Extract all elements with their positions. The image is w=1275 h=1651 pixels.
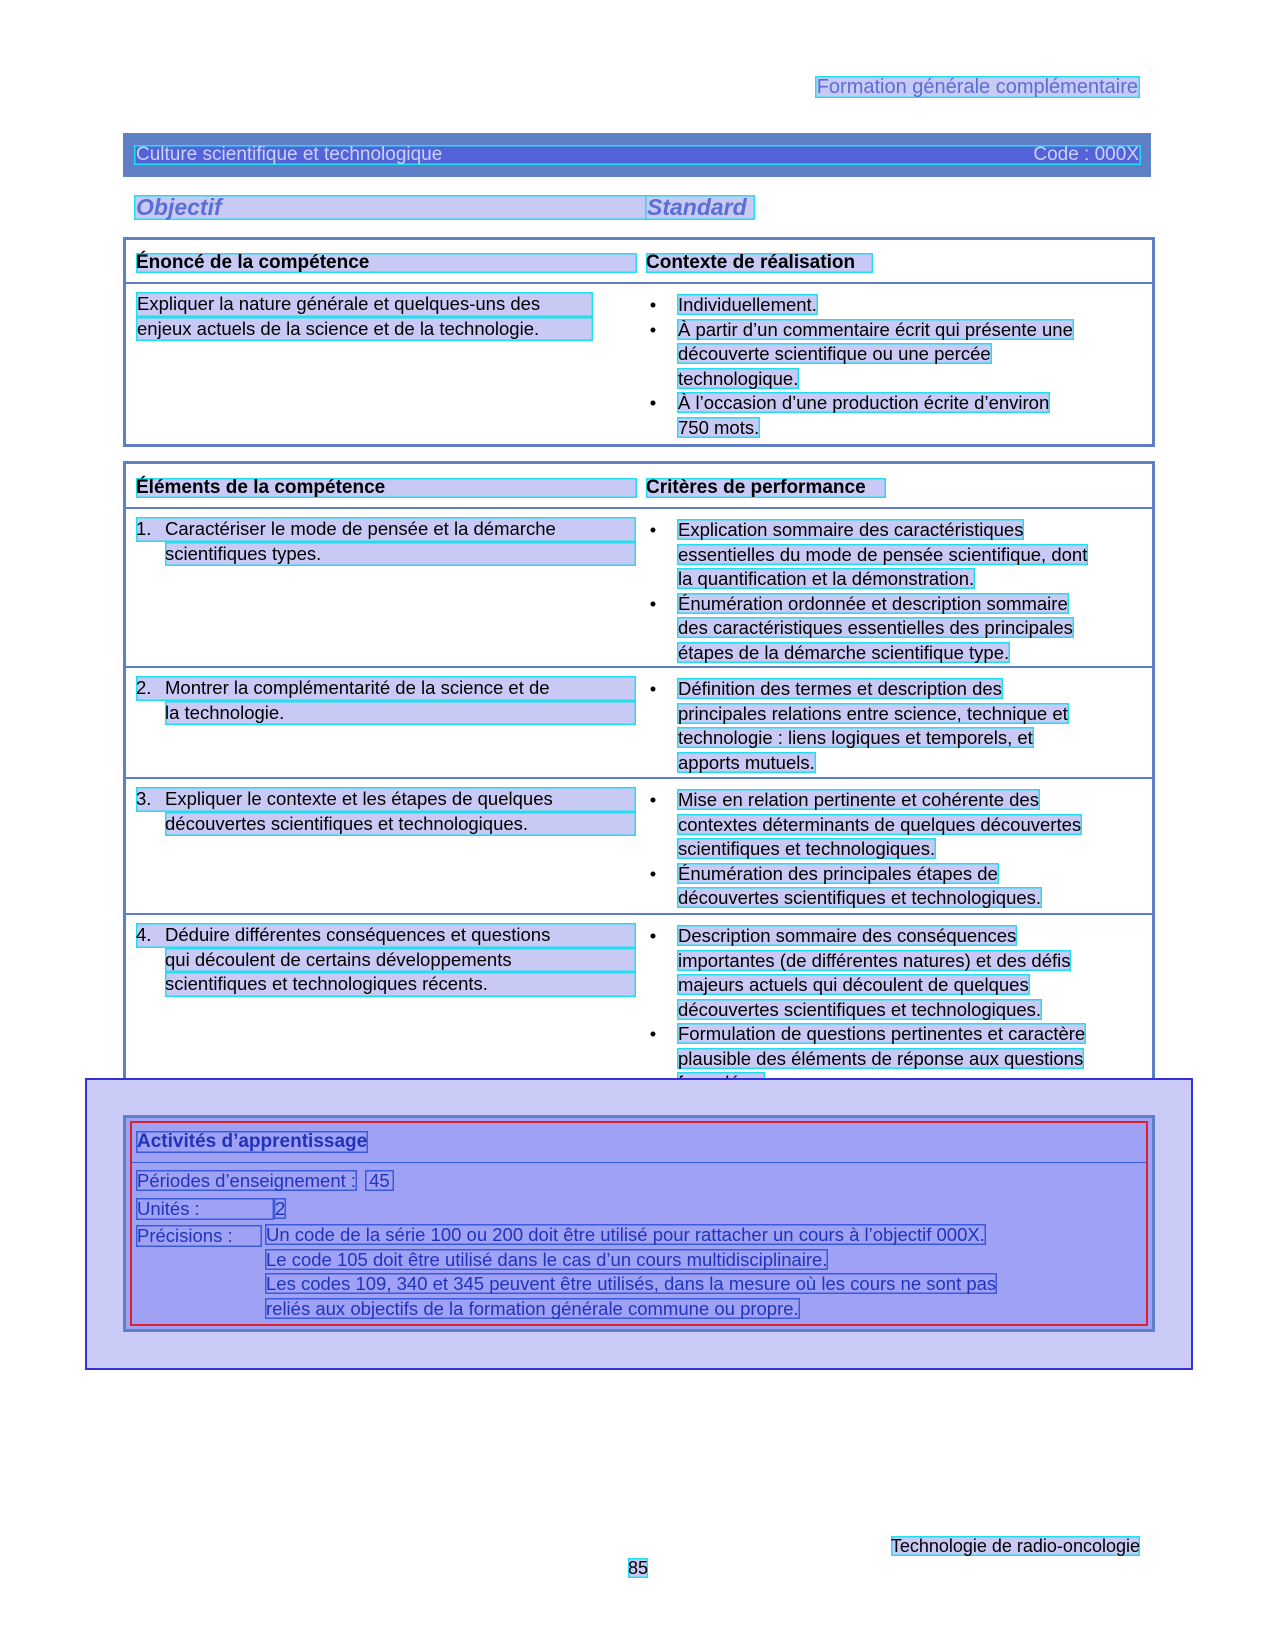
element-text-line: scientifiques types. [165,542,636,567]
element-text-line: Caractériser le mode de pensée et la démarche [165,518,556,539]
criteria-item: • Formulation de questions pertinentes et caractère plausible des éléments de réponse aux questions [646,1022,1146,1096]
competence-statement-line: enjeux actuels de la science et de la technologie. [136,317,593,342]
element-number: 4. [136,924,152,945]
bullet-icon: • [649,519,657,540]
element-text-line: la technologie. [165,701,636,726]
precisions-line: reliés aux objectifs de la formation générale commune ou propre. [266,1297,799,1319]
standard-heading: Standard [645,195,755,220]
context-item: • Individuellement. [646,293,1146,318]
bullet-icon: • [649,678,657,699]
element-text-line: Expliquer le contexte et les étapes de quelques [165,788,553,809]
precisions-line: Un code de la série 100 ou 200 doit être utilisé pour rattacher un cours à l’objectif 000X. [266,1224,985,1245]
bullet-icon: • [649,592,657,614]
element-row [126,509,1152,668]
elements-header: Éléments de la compétence [136,478,637,498]
precisions-line: Le code 105 doit être utilisé dans le cas d’un cours multidisciplinaire. [266,1248,828,1270]
context-item: • À l’occasion d’une production écrite d’environ 750 mots. [646,391,1146,440]
bullet-icon: • [649,925,657,946]
element-text-line: Déduire différentes conséquences et questions [165,924,551,945]
context-list [646,293,1146,440]
competence-table [123,237,1155,447]
course-title-bar [123,133,1151,177]
page-header-title: Formation générale complémentaire [816,76,1138,98]
precisions-text [265,1223,997,1321]
activities-title: Activités d’apprentissage [137,1131,368,1152]
page-number: 85 [628,1558,649,1578]
course-title: Culture scientifique et technologique [136,144,443,165]
objective-heading: Objectif [134,195,653,220]
units-line [136,1198,286,1220]
criteria-header: Critères de performance [646,478,886,498]
bullet-icon: • [649,318,657,340]
criteria-item: • Énumération ordonnée et description sommaire des caractéristiques essentielles des principales étapes de la démarche scientifique type. [646,592,1146,666]
element-number: 1. [136,518,152,539]
activities-box [123,1115,1155,1332]
element-text-line: scientifiques et technologiques récents. [165,972,636,997]
periods-line [136,1170,394,1192]
bullet-icon: • [649,392,657,413]
footer-program: Technologie de radio-oncologie [890,1536,1140,1556]
context-item: • À partir d’un commentaire écrit qui présente une découverte scientifique ou une percée technologique. [646,318,1146,392]
elements-table [123,461,1155,1104]
units-label: Unités : [136,1198,274,1220]
element-row [126,779,1152,915]
element-text-line: découvertes scientifiques et technologiques. [165,812,636,837]
criteria-item: • Énumération des principales étapes de découvertes scientifiques et technologiques. [646,862,1146,911]
element-text-line: qui découlent de certains développements [165,948,636,973]
periods-value: 45 [365,1170,394,1191]
periods-label: Périodes d’enseignement : [137,1170,357,1191]
context-header: Contexte de réalisation [646,253,873,273]
competence-statement [136,292,636,341]
criteria-item: • Définition des termes et description des principales relations entre science, technique et technologie : liens logiques et temporels, et apports mutuels. [646,677,1146,775]
criteria-item: • Description sommaire des conséquences importantes (de différentes natures) et des défis majeurs actuels qui découlent de quelques découvertes scientifiques et technologiques. [646,924,1146,1022]
element-text-line: Montrer la complémentarité de la science et de [165,677,550,698]
competence-statement-line: Expliquer la nature générale et quelques-uns des [136,292,593,317]
element-number: 2. [136,677,152,698]
precisions-line: Les codes 109, 340 et 345 peuvent être utilisés, dans la mesure où les cours ne sont pas [266,1273,997,1294]
activities-divider [132,1162,1146,1163]
element-row [126,668,1152,779]
element-number: 3. [136,788,152,809]
units-value: 2 [275,1198,286,1219]
precisions-label: Précisions : [136,1225,262,1247]
criteria-item: • Explication sommaire des caractéristiques essentielles du mode de pensée scientifique, dont la quantification et la démonstration. [646,518,1146,592]
criteria-item: • Mise en relation pertinente et cohérente des contextes déterminants de quelques découvertes scientifiques et technologiques. [646,788,1146,862]
course-code: Code : 000X [1033,144,1139,165]
competence-statement-header: Énoncé de la compétence [136,253,637,273]
element-row [126,915,1152,1099]
bullet-icon: • [649,294,657,315]
bullet-icon: • [649,789,657,810]
precisions-label-wrap [136,1225,262,1247]
bullet-icon: • [649,862,657,884]
bullet-icon: • [649,1023,657,1044]
